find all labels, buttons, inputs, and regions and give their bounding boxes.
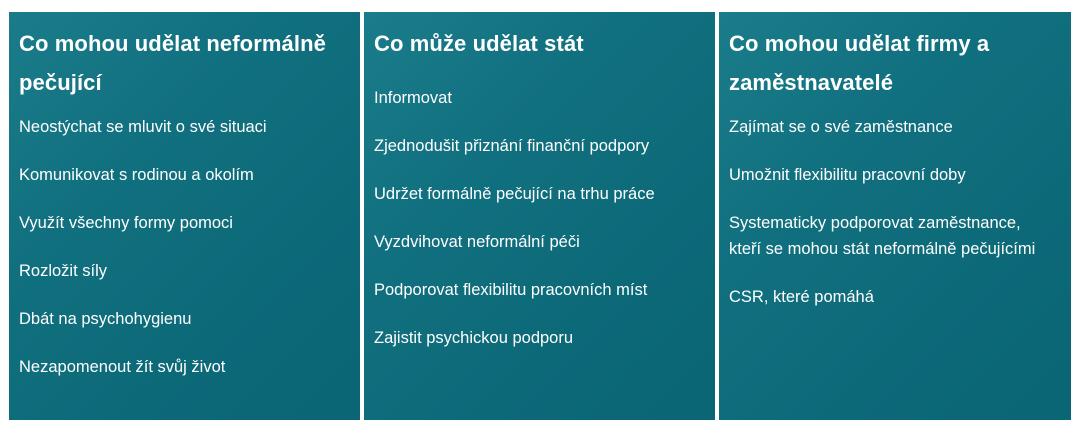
action-list [19, 114, 344, 380]
three-column-panels [9, 12, 1071, 420]
action-list [729, 114, 1055, 310]
list-item: Podporovat flexibilitu pracovních míst [374, 281, 648, 299]
panel-title: Co mohou udělat neformálně pečující [19, 31, 326, 95]
list-item: Komunikovat s rodinou a okolím [19, 166, 254, 184]
panel-caregivers [9, 12, 360, 420]
panel-title: Co může udělat stát [374, 31, 584, 56]
list-item: Informovat [374, 89, 452, 107]
list-item: Neostýchat se mluvit o své situaci [19, 118, 267, 136]
list-item: Udržet formálně pečující na trhu práce [374, 185, 655, 203]
list-item: Využít všechny formy pomoci [19, 214, 233, 232]
panel-employers [719, 12, 1071, 420]
list-item: Zajistit psychickou podporu [374, 329, 574, 347]
list-item: Dbát na psychohygienu [19, 310, 192, 328]
list-item: Zajímat se o své zaměstnance [729, 118, 953, 136]
list-item: Umožnit flexibilitu pracovní doby [729, 166, 966, 184]
action-list [374, 85, 699, 351]
list-item: CSR, které pomáhá [729, 288, 874, 306]
panel-title: Co mohou udělat firmy a zaměstnavatelé [729, 31, 990, 95]
list-item: Vyzdvihovat neformální péči [374, 233, 580, 251]
list-item: Nezapomenout žít svůj život [19, 358, 226, 376]
panel-state [364, 12, 715, 420]
list-item: Rozložit síly [19, 262, 108, 280]
list-item: Systematicky podporovat zaměstnance, kteří se mohou stát neformálně pečujícími [729, 214, 1036, 258]
list-item: Zjednodušit přiznání finanční podpory [374, 137, 650, 155]
